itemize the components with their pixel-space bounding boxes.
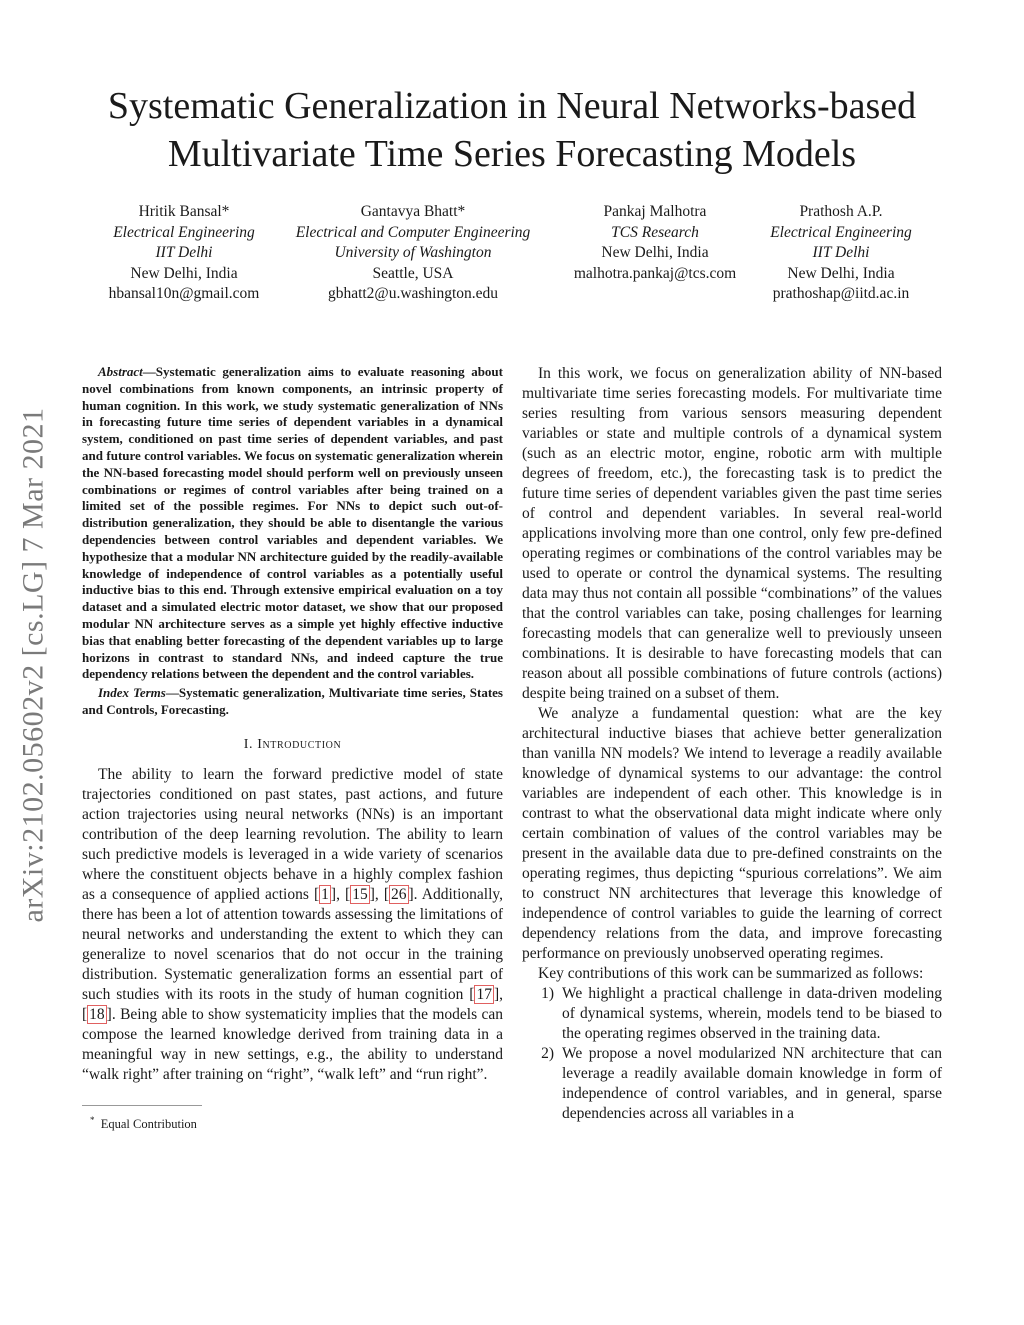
author-email: hbansal10n@gmail.com (108, 285, 260, 302)
author-email: prathoshap@iitd.ac.in (772, 285, 910, 302)
citation-link[interactable]: 26 (391, 885, 407, 903)
author-block-3 (560, 202, 750, 284)
list-item-text: We propose a novel modularized NN architecture that can leverage a readily available domain knowledge in form of independence of control variables, and in general, sparse dependencies across all variables in a (562, 1045, 942, 1122)
author-organization: IIT Delhi (155, 244, 213, 261)
abstract-text: —Systematic generalization aims to evaluate reasoning about novel combinations from known components, an intrinsic property of human cognition. In this work, we study systematic generalization of NNs in forecasting future time series of dependent variables in a dynamical system, conditioned on past time series of dependent variables, and past and future control variables. We focus on systematic generalization wherein the NN-based forecasting model should perform well on previously unseen combinations or regimes of control variables after being trained on a limited set of the possible regimes. For NNs to depict such out-of-distribution generalization, they should be able to disentangle the various dependencies between control variables and dependent variables. We hypothesize that a modular NN architecture guided by the readily-available knowledge of independence of control variables as a potentially useful inductive bias to this end. Through extensive empirical evaluation on a toy dataset and a simulated electric motor dataset, we show that our proposed modular NN architecture serves as a simple yet highly effective inductive bias that enabling better forecasting of the dependent variables up to large horizons in contrast to standard NNs, and indeed capture the true dependency relations between the dependent and the control variables. (82, 364, 503, 682)
citation-link[interactable]: 15 (352, 885, 368, 903)
author-name: Gantavya Bhatt* (360, 203, 466, 220)
list-item-number: 1) (541, 985, 554, 1002)
author-name: Pankaj Malhotra (603, 203, 707, 220)
citation-link[interactable]: 17 (476, 985, 492, 1003)
intro-text: , [ (336, 885, 351, 903)
body-paragraph: We analyze a fundamental question: what are the key architectural inductive biases that achieve better generalization than vanilla NN models? We intend to leverage a readily available knowledge of dynamical systems to our advantage: the control variables are independent of each other. This knowledge is in contrast to what the observational data might indicate where only certain combination of values of the control variables may be present in the available data due to pre-defined constraints on the operating regimes, thus depicting “spurious correlations”. We aim to construct NN architectures that leverage this knowledge of independence of control variables to guide the learning of correct dependency relations from the data, and improve forecasting performance on previously unobserved operating regimes. (522, 705, 942, 962)
author-email: gbhatt2@u.washington.edu (327, 285, 499, 302)
author-block-4 (756, 202, 926, 305)
right-column (522, 364, 942, 1124)
author-department: Electrical Engineering (770, 223, 912, 241)
author-name: Hritik Bansal* (138, 203, 230, 220)
author-name: Prathosh A.P. (799, 203, 883, 220)
index-terms (82, 685, 503, 719)
author-organization: University of Washington (334, 244, 492, 261)
author-department: Electrical and Computer Engineering (295, 223, 531, 241)
author-location: New Delhi, India (787, 264, 895, 282)
arxiv-identifier: arXiv:2102.05602v2 [cs.LG] 7 Mar 2021 (17, 407, 50, 923)
abstract-label: Abstract (98, 364, 143, 379)
citation-link[interactable]: 1 (321, 885, 329, 903)
abstract (82, 364, 503, 683)
list-item-number: 2) (541, 1045, 554, 1062)
footnote-divider (82, 1105, 202, 1106)
footnote (82, 1112, 503, 1132)
author-location: New Delhi, India (601, 244, 709, 261)
author-block-2 (278, 202, 548, 305)
author-department: Electrical Engineering (113, 223, 255, 241)
author-location: New Delhi, India (130, 264, 238, 282)
citation-link[interactable]: 18 (89, 1005, 105, 1023)
footnote-text: Equal Contribution (100, 1116, 197, 1131)
author-email: malhotra.pankaj@tcs.com (573, 264, 737, 282)
intro-text: ]. Additionally, there has been a lot of attention towards assessing the limitations of neural networks and understanding the extent to which they can generalize to novel scenarios that do not occur in the training distribution. Systematic generalization forms an essential part of such studies with its roots in the study of human cognition [ (82, 885, 503, 1003)
intro-text: The ability to learn the forward predictive model of state trajectories conditioned on past states, past actions, and future action trajectories using neural networks (NNs) is an important contribution of the deep learning revolution. The ability to learn such predictive models is leveraged in a wide variety of scenarios where the constituent objects behave in a highly complex fashion as a consequence of applied actions (82, 765, 503, 903)
section-numeral: I. (243, 736, 254, 752)
section-title: Introduction (257, 736, 342, 752)
intro-text: ]. Being able to show systematicity implies that the models can compose the learned knowledge derived from training data in a meaningful way in new settings, e.g., the ability to understand “walk right” after training on “right”, “walk left” and “run right”. (82, 1005, 503, 1083)
section-heading-introduction (82, 737, 503, 753)
author-block-1 (96, 202, 272, 305)
list-item (522, 984, 942, 1044)
author-organization: IIT Delhi (812, 244, 870, 261)
body-paragraph: Key contributions of this work can be summarized as follows: (538, 965, 924, 982)
footnote-mark: * (90, 1114, 95, 1125)
paper-title: Systematic Generalization in Neural Networks-based Multivariate Time Series Forecasting Models (107, 85, 917, 175)
index-terms-label: Index Terms (98, 685, 166, 701)
body-paragraph: In this work, we focus on generalization ability of NN-based multivariate time series forecasting models. For multivariate time series resulting from various sensors measuring dependent variables or state and multiple controls of a dynamical system (such as an electric motor, engine, robotic arm with multiple degrees of freedom, etc.), the forecasting task is to predict the future time series of dependent variables given the past time series of control and dependent variables. In several real-world applications involving more than one control, only few pre-defined operating regimes or combinations of the control variables may be used to operate or control the dynamical systems. The resulting data may thus not contain all possible “combinations” of the values that the control variables can take, posing challenges for learning forecasting models that can generalize well to previously unseen combinations. It is desirable to have forecasting models that can reason about all possible combinations of future controls (actions) despite being trained on a subset of them. (522, 365, 942, 702)
list-item (522, 1044, 942, 1124)
contributions-list (522, 984, 942, 1124)
intro-text: ], [ (369, 885, 389, 903)
author-location: Seattle, USA (372, 264, 454, 282)
intro-paragraph: The ability to learn the forward predictive model of state trajectories conditioned on past states, past actions, and future action trajectories using neural networks (NNs) is an important contribution of the deep learning revolution. The ability to learn such predictive models is leveraged in a wide variety of scenarios where the constituent objects behave in a highly complex fashion as a consequence of applied actions [ 1 ], [ 15 ], [ 26 ]. Additionally, there has been a lot of attention towards assessing the limitations of neural networks and understanding the extent to which they can generalize to novel scenarios that do not occur in the training distribution. Systematic generalization forms an essential part of such studies with its roots in the study of human cognition [ 17 ], [ 18 ]. Being able to show systematicity implies that the models can compose the learned knowledge derived from training data in a meaningful way in new settings, e.g., the ability to understand “walk right” after training on “right”, “walk left” and “run right”. (82, 765, 503, 1083)
author-department: TCS Research (611, 223, 699, 241)
intro-text: ], [ (82, 985, 503, 1023)
arxiv-side-stamp (10, 365, 58, 965)
index-terms-text: —Systematic generalization, Multivariate time series, States and Controls, Forecasting. (82, 685, 503, 717)
left-column (82, 364, 503, 1132)
list-item-text: We highlight a practical challenge in data-driven modeling of dynamical systems, wherein, models tend to be biased to the operating regimes observed in the training data. (562, 985, 942, 1042)
